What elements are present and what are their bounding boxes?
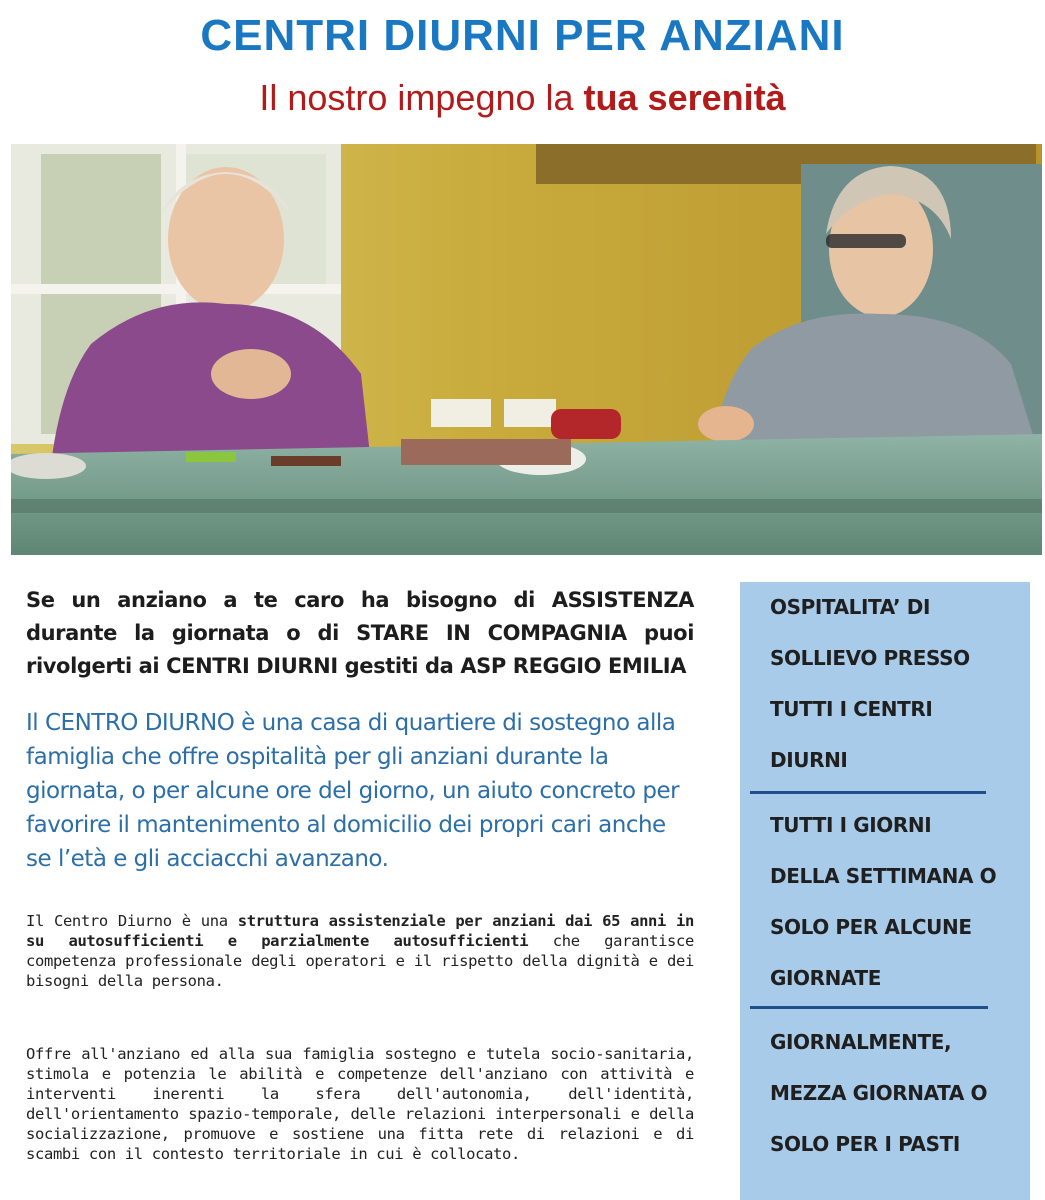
services-sidebar bbox=[740, 582, 1030, 1200]
sidebar-line: TUTTI I GIORNI bbox=[770, 813, 932, 837]
hero-photo bbox=[11, 144, 1042, 555]
sidebar-block-respite bbox=[770, 582, 1020, 786]
sidebar-line: SOLLIEVO PRESSO bbox=[770, 646, 970, 670]
sidebar-line: SOLO PER ALCUNE bbox=[770, 915, 972, 939]
sidebar-line: SOLO PER I PASTI bbox=[770, 1132, 960, 1156]
description-paragraph-2: Offre all'anziano ed alla sua famiglia sostegno e tutela socio-sanitaria, stimola e potenzia le abilità e competenze dell'anziano con attività e interventi inerenti la sfera dell'autonomia, dell'identità, dell'orientamento spazio-temporale, delle relazioni interpersonali e della socializzazione, promuove e sostiene una fitta rete di relazioni e di scambi con il contesto territoriale in cui è collocato. bbox=[26, 1045, 694, 1163]
sidebar-block-days bbox=[770, 800, 1020, 1004]
sidebar-divider bbox=[750, 1006, 988, 1009]
sidebar-block-schedule bbox=[770, 1017, 1020, 1170]
paragraph1-bold: struttura assistenziale per anziani dai 65 anni in su autosufficienti e parzialmente autosufficienti bbox=[26, 912, 694, 950]
sidebar-line: OSPITALITA’ DI bbox=[770, 595, 930, 619]
page-subtitle bbox=[0, 76, 1045, 120]
sidebar-line: DIURNI bbox=[770, 748, 848, 772]
sidebar-divider bbox=[750, 791, 986, 794]
photo-illustration bbox=[11, 144, 1042, 555]
subtitle-emphasis: tua serenità bbox=[583, 77, 786, 118]
highlight-paragraph: Il CENTRO DIURNO è una casa di quartiere di sostegno alla famiglia che offre ospitalità per gli anziani durante la giornata, o per alcune ore del giorno, un aiuto concreto per favorire il mantenimento al domicilio dei propri cari anche se l’età e gli acciacchi avanzano. bbox=[26, 710, 680, 872]
sidebar-line: DELLA SETTIMANA O bbox=[770, 864, 997, 888]
sidebar-line: MEZZA GIORNATA O bbox=[770, 1081, 988, 1105]
page-title: CENTRI DIURNI PER ANZIANI bbox=[200, 11, 845, 60]
sidebar-line: GIORNALMENTE, bbox=[770, 1030, 952, 1054]
lead-paragraph: Se un anziano a te caro ha bisogno di ASSISTENZA durante la giornata o di STARE IN COMPAGNIA puoi rivolgerti ai CENTRI DIURNI gestiti da ASP REGGIO EMILIA bbox=[26, 588, 694, 678]
sidebar-line: TUTTI I CENTRI bbox=[770, 697, 933, 721]
subtitle-text: Il nostro impegno la bbox=[259, 77, 584, 118]
paragraph1-start: Il Centro Diurno è una bbox=[26, 912, 238, 930]
sidebar-line: GIORNATE bbox=[770, 966, 882, 990]
description-paragraph-1 bbox=[26, 911, 694, 991]
paragraph1-end: che garantisce competenza professionale degli operatori e il rispetto della dignità e dei bisogni della persona. bbox=[26, 932, 694, 990]
